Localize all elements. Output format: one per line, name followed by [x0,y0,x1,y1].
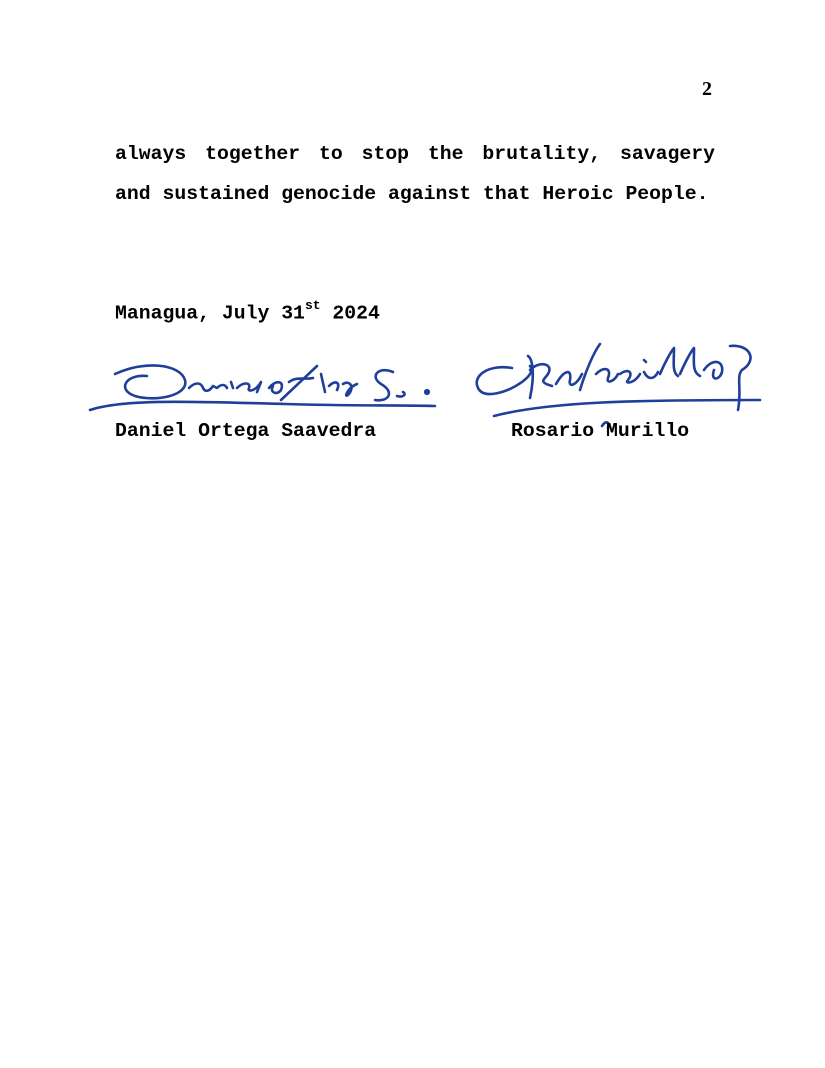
dateline-ordinal-suffix: st [304,298,321,313]
signatory-name-right: Rosario Murillo [511,420,690,442]
page-number: 2 [702,78,712,100]
dateline [115,295,380,327]
dateline-year: 2024 [320,302,380,325]
signatory-name-left: Daniel Ortega Saavedra [115,420,377,442]
signature-rosario-murillo [468,330,768,430]
dateline-place-date: Managua, July 31 [115,302,305,325]
signature-daniel-ortega [85,352,445,422]
body-paragraph: always together to stop the brutality, savagery and sustained genocide against that Heroic People. [115,143,715,205]
